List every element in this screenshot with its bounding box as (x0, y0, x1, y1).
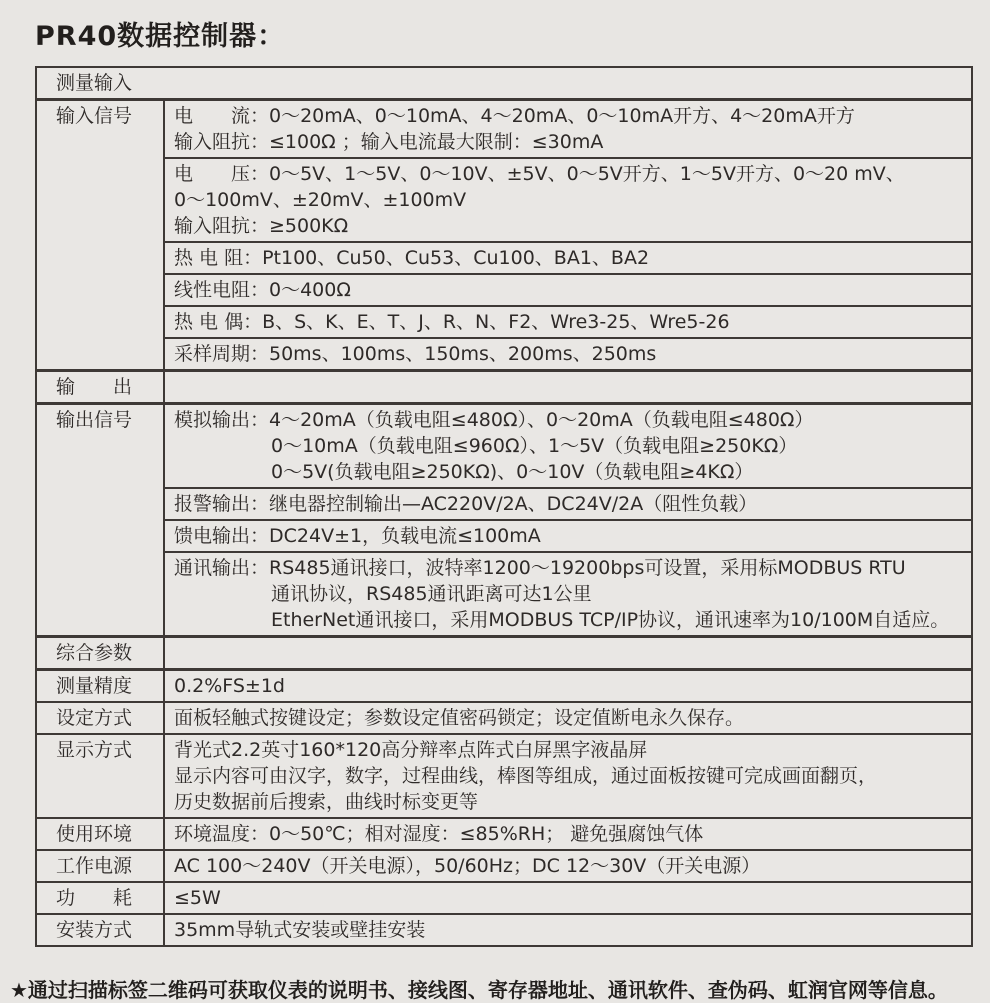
spec-line: 馈电输出：DC24V±1，负载电流≤100mA (174, 525, 541, 547)
spec-line: 0～10mA（负载电阻≤960Ω）、1～5V（负载电阻≥250KΩ） (271, 435, 798, 457)
spec-row (37, 913, 971, 945)
row-content (165, 405, 971, 635)
spec-line: 模拟输出：4～20mA（负载电阻≤480Ω）、0～20mA（负载电阻≤480Ω） (174, 409, 814, 431)
spec-line: 通讯输出：RS485通讯接口，波特率1200～19200bps可设置，采用标MODBUS RTU (174, 557, 906, 579)
spec-line: 35mm导轨式安装或壁挂安装 (174, 919, 426, 941)
spec-line: 热 电 阻：Pt100、Cu50、Cu53、Cu100、BA1、BA2 (174, 247, 650, 269)
page-title: PR40数据控制器： (35, 21, 286, 52)
spec-line: 输入阻抗：≤100Ω ；输入电流最大限制：≤30mA (174, 131, 604, 153)
row-content (165, 638, 971, 668)
spec-subrow (165, 241, 971, 273)
spec-line: 历史数据前后搜索，曲线时标变更等 (174, 791, 479, 813)
spec-line: 线性电阻：0～400Ω (174, 279, 351, 301)
spec-row (37, 849, 971, 881)
footer-note: ★通过扫描标签二维码可获取仪表的说明书、接线图、寄存器地址、通讯软件、查伪码、虹润官网等信息。 (10, 978, 948, 1002)
spec-subrow (165, 671, 971, 701)
spec-line: 采样周期：50ms、100ms、150ms、200ms、250ms (174, 343, 657, 365)
row-label: 测量输入 (56, 72, 133, 94)
row-label: 使用环境 (37, 819, 165, 849)
row-content (165, 671, 971, 701)
spec-line: 显示内容可由汉字，数字，过程曲线，棒图等组成，通过面板按键可完成画面翻页， (174, 765, 878, 787)
row-label: 安装方式 (37, 915, 165, 945)
section-header-row (37, 635, 971, 668)
spec-line: 电 压：0～5V、1～5V、0～10V、±5V、0～5V开方、1～5V开方、0～20 mV、 (174, 163, 905, 185)
row-label: 功 耗 (37, 883, 165, 913)
row-label: 输 出 (37, 372, 165, 402)
row-content (165, 915, 971, 945)
spec-row (37, 817, 971, 849)
spec-line: 0～100mV、±20mV、±100mV (174, 189, 467, 211)
row-content (165, 703, 971, 733)
spec-subrow (165, 405, 971, 487)
spec-subrow (165, 487, 971, 519)
spec-line: EtherNet通讯接口，采用MODBUS TCP/IP协议，通讯速率为10/100M自适应。 (271, 609, 950, 631)
spec-line: 电 流：0～20mA、0～10mA、4～20mA、0～10mA开方、4～20mA开方 (174, 105, 855, 127)
row-content (165, 372, 971, 402)
row-label: 测量精度 (37, 671, 165, 701)
spec-subrow (165, 157, 971, 241)
row-content (165, 851, 971, 881)
row-label: 输出信号 (37, 405, 165, 635)
spec-line: AC 100～240V（开关电源），50/60Hz；DC 12～30V（开关电源） (174, 855, 761, 877)
row-label: 输入信号 (37, 101, 165, 369)
spec-subrow (165, 101, 971, 157)
spec-subrow (165, 883, 971, 913)
spec-row (37, 98, 971, 369)
row-content (165, 735, 971, 817)
spec-subrow (165, 273, 971, 305)
spec-row (37, 881, 971, 913)
spec-subrow (165, 519, 971, 551)
row-label: 综合参数 (37, 638, 165, 668)
row-content (165, 819, 971, 849)
spec-subrow (165, 915, 971, 945)
spec-line: 通讯协议，RS485通讯距离可达1公里 (271, 583, 592, 605)
row-label: 设定方式 (37, 703, 165, 733)
section-header-row (37, 369, 971, 402)
spec-subrow (165, 735, 971, 817)
spec-table (35, 66, 973, 947)
spec-subrow (165, 337, 971, 369)
row-content (165, 883, 971, 913)
spec-line: 报警输出：继电器控制输出—AC220V/2A、DC24V/2A（阻性负载） (174, 493, 758, 515)
row-content (165, 101, 971, 369)
spec-line: 背光式2.2英寸160*120高分辩率点阵式白屏黑字液晶屏 (174, 739, 648, 761)
spec-line: 面板轻触式按键设定；参数设定值密码锁定；设定值断电永久保存。 (174, 707, 745, 729)
spec-subrow (165, 703, 971, 733)
spec-line: 0.2%FS±1d (174, 675, 285, 697)
spec-line: 热 电 偶：B、S、K、E、T、J、R、N、F2、Wre3-25、Wre5-26 (174, 311, 730, 333)
spec-subrow (165, 305, 971, 337)
spec-row (37, 668, 971, 701)
spec-row (37, 733, 971, 817)
row-label: 工作电源 (37, 851, 165, 881)
spec-line: ≤5W (174, 887, 221, 909)
section-header-row (37, 68, 971, 98)
spec-subrow (165, 851, 971, 881)
spec-line: 环境温度：0～50℃；相对湿度：≤85%RH； 避免强腐蚀气体 (174, 823, 704, 845)
spec-line: 0～5V(负载电阻≥250KΩ)、0～10V（负载电阻≥4KΩ） (271, 461, 754, 483)
spec-line: 输入阻抗：≥500KΩ (174, 215, 349, 237)
spec-subrow (165, 551, 971, 635)
row-label: 显示方式 (37, 735, 165, 817)
spec-row (37, 402, 971, 635)
spec-subrow (165, 819, 971, 849)
spec-row (37, 701, 971, 733)
